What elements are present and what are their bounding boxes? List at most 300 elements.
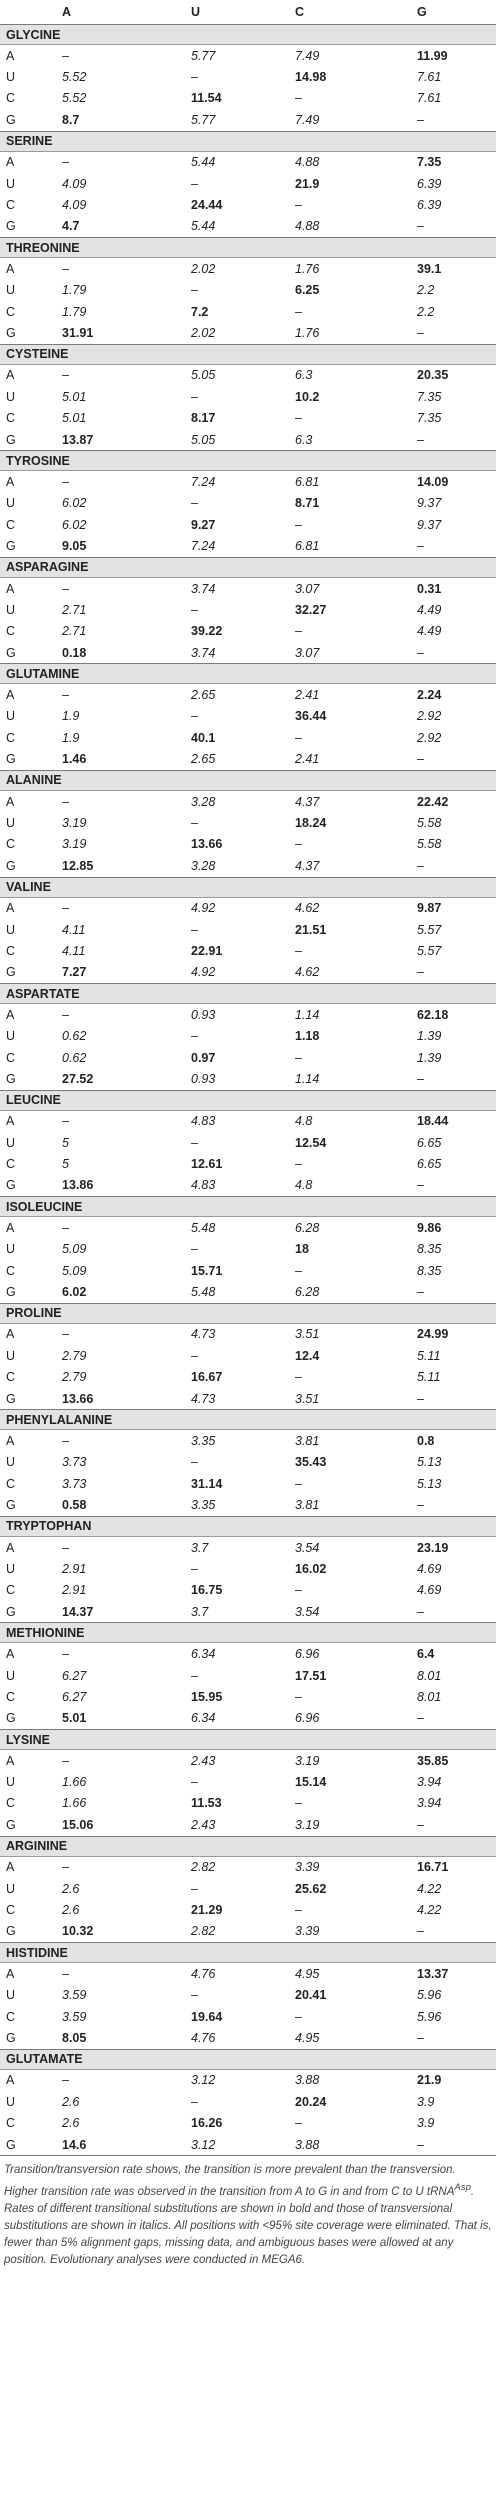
table-row (0, 1217, 496, 1239)
row-label: C (6, 2116, 16, 2131)
rate-cell: 3.28 (191, 794, 216, 809)
group-row (0, 1623, 496, 1643)
rate-cell: 8.01 (417, 1668, 442, 1683)
rate-cell: – (191, 283, 198, 298)
table-row (0, 1494, 496, 1516)
rate-cell: 3.19 (62, 837, 87, 852)
rate-cell: – (191, 70, 198, 85)
rate-cell: – (399, 1281, 496, 1303)
rate-cell: 5.77 (191, 48, 216, 63)
rate-cell: – (399, 216, 496, 238)
rate-cell: 2.92 (417, 730, 442, 745)
rate-cell: 0.62 (62, 1050, 87, 1065)
rate-cell: – (191, 1029, 198, 1044)
rate-cell: 8.05 (56, 2027, 181, 2049)
rate-cell: 14.37 (56, 1601, 181, 1623)
rate-cell: – (62, 261, 69, 276)
table-row (0, 2112, 496, 2133)
row-label: G (0, 2027, 56, 2049)
table-row (0, 1153, 496, 1174)
rate-cell: – (62, 1220, 69, 1235)
rate-cell: – (295, 198, 302, 213)
table-row (0, 2134, 496, 2156)
rate-cell: – (295, 91, 302, 106)
row-label: C (6, 411, 16, 426)
rate-cell: 5.52 (62, 70, 87, 85)
rate-cell: 7.49 (295, 48, 320, 63)
table-row (0, 1665, 496, 1686)
rate-cell: 9.86 (417, 1220, 442, 1235)
rate-cell: 3.54 (287, 1601, 399, 1623)
rate-cell: – (295, 1476, 302, 1491)
group-row (0, 557, 496, 577)
rate-cell: 4.37 (287, 855, 399, 877)
rate-cell: 1.76 (295, 261, 320, 276)
rate-cell: 2.91 (62, 1561, 87, 1576)
table-row (0, 2091, 496, 2112)
rate-cell: 1.66 (62, 1775, 87, 1790)
rate-cell: 3.12 (191, 2073, 216, 2088)
rate-cell: 6.39 (417, 176, 442, 191)
rate-cell: 4.76 (181, 2027, 287, 2049)
group-row (0, 877, 496, 897)
rate-cell: 5.11 (417, 1348, 441, 1363)
rate-cell: 3.19 (295, 1753, 320, 1768)
rate-cell: 2.65 (181, 749, 287, 771)
rate-cell: 31.91 (56, 322, 181, 344)
rate-cell: 11.99 (417, 48, 448, 63)
group-title: CYSTEINE (0, 344, 496, 364)
rate-cell: 27.52 (56, 1068, 181, 1090)
rate-cell: 3.73 (62, 1476, 87, 1491)
rate-cell: – (295, 943, 302, 958)
rate-cell: 7.61 (417, 91, 442, 106)
rate-cell: 8.17 (191, 411, 216, 426)
rate-cell: 9.27 (191, 517, 216, 532)
table-row (0, 1708, 496, 1730)
rate-cell: 1.46 (56, 749, 181, 771)
rate-cell: 4.09 (62, 176, 87, 191)
rate-cell: – (399, 1601, 496, 1623)
rate-cell: 3.28 (181, 855, 287, 877)
rate-cell: 24.99 (417, 1327, 449, 1342)
row-label: U (6, 389, 16, 404)
table-row (0, 514, 496, 535)
rate-cell: 6.3 (295, 368, 313, 383)
rate-cell: 5.13 (417, 1476, 442, 1491)
rate-cell: 5.13 (417, 1455, 442, 1470)
table-row (0, 749, 496, 771)
group-title: LYSINE (0, 1730, 496, 1750)
rate-cell: 20.41 (295, 1988, 327, 2003)
rate-cell: 4.11 (62, 922, 86, 937)
rate-cell: – (295, 2009, 302, 2024)
row-label: U (6, 922, 16, 937)
group-title: PROLINE (0, 1303, 496, 1323)
rate-cell: 7.35 (417, 155, 442, 170)
table-row (0, 1536, 496, 1558)
rate-cell: 7.35 (417, 389, 442, 404)
group-title: HISTIDINE (0, 1943, 496, 1963)
row-label: U (6, 1881, 16, 1896)
rate-cell: – (191, 1668, 198, 1683)
rate-cell: 4.83 (181, 1175, 287, 1197)
rate-cell: – (191, 1348, 198, 1363)
rate-cell: 3.88 (287, 2134, 399, 2156)
rate-cell: 4.22 (417, 1881, 442, 1896)
group-row (0, 1303, 496, 1323)
group-title: GLUTAMINE (0, 664, 496, 684)
rate-cell: – (399, 962, 496, 984)
rate-cell: 6.27 (62, 1668, 87, 1683)
rate-cell: 3.73 (62, 1455, 87, 1470)
rate-cell: 2.02 (191, 261, 216, 276)
group-row (0, 1516, 496, 1536)
rate-cell: – (295, 624, 302, 639)
rate-cell: 3.54 (295, 1540, 320, 1555)
rate-cell: 4.62 (287, 962, 399, 984)
row-label: A (6, 155, 15, 170)
rate-cell: 1.39 (417, 1050, 442, 1065)
table-row (0, 88, 496, 109)
rate-cell: 13.66 (191, 837, 223, 852)
table-row (0, 1686, 496, 1707)
rate-cell: 5.44 (191, 155, 216, 170)
rate-cell: 22.91 (191, 943, 223, 958)
rate-cell: – (62, 901, 69, 916)
row-label: A (6, 1114, 15, 1129)
row-label: A (6, 1540, 15, 1555)
rate-cell: 7.2 (191, 304, 209, 319)
rate-cell: – (399, 429, 496, 451)
rate-cell: 4.09 (62, 198, 87, 213)
rate-cell: – (62, 688, 69, 703)
rate-cell: – (191, 1881, 198, 1896)
rate-cell: 6.81 (287, 535, 399, 557)
rate-cell: 2.02 (181, 322, 287, 344)
table-footnote (0, 2156, 496, 2269)
rate-cell: – (191, 709, 198, 724)
rate-cell: 22.42 (417, 794, 449, 809)
rate-cell: 4.88 (295, 155, 320, 170)
table-row (0, 1601, 496, 1623)
group-row (0, 238, 496, 258)
rate-cell: 39.22 (191, 624, 223, 639)
table-row (0, 322, 496, 344)
rate-cell: – (399, 1921, 496, 1943)
rate-cell: – (62, 581, 69, 596)
group-row (0, 1410, 496, 1430)
header-cell-g: G (399, 0, 496, 25)
group-row (0, 1730, 496, 1750)
table-row (0, 1175, 496, 1197)
rate-cell: 2.6 (62, 1881, 80, 1896)
rate-cell: 3.19 (287, 1814, 399, 1836)
footnote-text: Transition/transversion rate shows, the transition is more prevalent than the transversion. Higher transition rate was observed in the transition from A to G in and from C to U tRNA (4, 2164, 456, 2199)
row-label: G (0, 1388, 56, 1410)
group-title: PHENYLALANINE (0, 1410, 496, 1430)
rate-cell: 4.76 (191, 1966, 216, 1981)
rate-cell: 4.49 (417, 602, 442, 617)
rate-cell: 21.9 (417, 2073, 442, 2088)
table-row (0, 727, 496, 748)
rate-cell: 3.59 (62, 1988, 87, 2003)
rate-cell: 1.14 (295, 1007, 320, 1022)
table-row (0, 1239, 496, 1260)
group-title: ASPARAGINE (0, 557, 496, 577)
table-row (0, 919, 496, 940)
rate-cell: 9.05 (56, 535, 181, 557)
rate-cell: 3.9 (417, 2094, 435, 2109)
row-label: G (0, 109, 56, 131)
rate-cell: 4.95 (295, 1966, 320, 1981)
rate-cell: – (62, 48, 69, 63)
group-title: GLYCINE (0, 25, 496, 45)
table-row (0, 45, 496, 67)
group-row (0, 344, 496, 364)
rate-cell: 16.71 (417, 1860, 449, 1875)
row-label: C (6, 1796, 16, 1811)
table-row (0, 1899, 496, 1920)
rate-cell: 39.1 (417, 261, 442, 276)
rate-cell: – (399, 1068, 496, 1090)
rate-cell: – (62, 2073, 69, 2088)
row-label: G (0, 1601, 56, 1623)
row-label: C (6, 1263, 16, 1278)
rate-cell: 4.92 (191, 901, 216, 916)
rate-cell: – (399, 749, 496, 771)
rate-cell: 15.06 (56, 1814, 181, 1836)
rate-cell: 6.25 (295, 283, 320, 298)
rate-cell: – (62, 1434, 69, 1448)
rate-cell: – (62, 155, 69, 170)
row-label: C (6, 1583, 16, 1598)
rate-cell: 2.6 (62, 2094, 80, 2109)
rate-cell: 6.02 (62, 517, 87, 532)
group-row (0, 131, 496, 151)
rate-cell: 5.77 (181, 109, 287, 131)
row-label: G (0, 749, 56, 771)
rate-cell: 3.39 (287, 1921, 399, 1943)
rate-cell: 16.26 (191, 2116, 223, 2131)
rate-cell: – (399, 109, 496, 131)
rate-cell: – (295, 411, 302, 426)
rate-cell: 2.79 (62, 1370, 87, 1385)
rate-cell: 3.94 (417, 1796, 442, 1811)
rate-cell: 15.14 (295, 1775, 327, 1790)
rate-cell: 6.65 (417, 1157, 442, 1172)
row-label: G (0, 2134, 56, 2156)
table-row (0, 790, 496, 812)
rate-cell: 0.58 (56, 1494, 181, 1516)
rate-cell: 20.35 (417, 368, 449, 383)
rate-cell: 15.95 (191, 1689, 223, 1704)
rate-cell: 0.8 (417, 1434, 435, 1448)
rate-cell: 4.7 (56, 216, 181, 238)
table-row (0, 1750, 496, 1772)
table-row (0, 812, 496, 833)
table-row (0, 1004, 496, 1026)
table-row (0, 1281, 496, 1303)
rate-cell: 2.79 (62, 1348, 87, 1363)
header-cell-u: U (181, 0, 287, 25)
table-row (0, 642, 496, 664)
rate-cell: 5.11 (417, 1370, 441, 1385)
rate-cell: 5.57 (417, 943, 442, 958)
rate-cell: – (62, 1753, 69, 1768)
row-label: C (6, 1689, 16, 1704)
rate-cell: 16.02 (295, 1561, 327, 1576)
rate-cell: 35.43 (295, 1455, 327, 1470)
row-label: A (6, 1753, 15, 1768)
rate-cell: 6.34 (191, 1647, 216, 1662)
row-label: A (6, 1434, 15, 1448)
rate-cell: 5.09 (62, 1263, 87, 1278)
row-label: C (6, 517, 16, 532)
rate-cell: 16.67 (191, 1370, 223, 1385)
rate-cell: 9.37 (417, 496, 442, 511)
rate-cell: 3.94 (417, 1775, 442, 1790)
row-label: C (6, 1903, 16, 1918)
row-label: A (6, 2073, 15, 2088)
rate-cell: 3.9 (417, 2116, 435, 2131)
rate-cell: 1.39 (417, 1029, 442, 1044)
rate-cell: – (62, 1860, 69, 1875)
rate-cell: – (399, 535, 496, 557)
rate-cell: – (62, 1114, 69, 1129)
table-row (0, 1132, 496, 1153)
rate-cell: 62.18 (417, 1007, 449, 1022)
rate-cell: 3.51 (287, 1388, 399, 1410)
rate-cell: 2.2 (417, 283, 435, 298)
rate-cell: 6.96 (295, 1647, 320, 1662)
rate-cell: 4.92 (181, 962, 287, 984)
row-label: U (6, 1988, 16, 2003)
rate-cell: – (295, 1903, 302, 1918)
rate-cell: 6.3 (287, 429, 399, 451)
row-label: A (6, 901, 15, 916)
rate-cell: – (399, 1708, 496, 1730)
rate-cell: 2.41 (295, 688, 320, 703)
row-label: U (6, 1348, 16, 1363)
rate-cell: – (399, 642, 496, 664)
rate-cell: – (295, 1370, 302, 1385)
row-label: G (0, 642, 56, 664)
rate-cell: 4.62 (295, 901, 320, 916)
row-label: U (6, 496, 16, 511)
rate-cell: 10.32 (56, 1921, 181, 1943)
rate-cell: 0.93 (191, 1007, 216, 1022)
rate-cell: 5.01 (56, 1708, 181, 1730)
rate-cell: – (62, 474, 69, 489)
rate-cell: – (62, 1647, 69, 1662)
table-row (0, 258, 496, 280)
rate-cell: 6.34 (181, 1708, 287, 1730)
group-row (0, 451, 496, 471)
rate-cell: 3.59 (62, 2009, 87, 2024)
row-label: G (0, 216, 56, 238)
rate-cell: – (295, 1583, 302, 1598)
rate-cell: 1.18 (295, 1029, 320, 1044)
rate-cell: 6.39 (417, 198, 442, 213)
rate-cell: – (62, 1327, 69, 1342)
row-label: U (6, 816, 16, 831)
rate-cell: 3.39 (295, 1860, 320, 1875)
group-title: ASPARTATE (0, 984, 496, 1004)
rate-cell: 3.74 (181, 642, 287, 664)
rate-cell: – (295, 517, 302, 532)
rate-cell: 5.05 (181, 429, 287, 451)
row-label: C (6, 1370, 16, 1385)
rate-cell: 3.19 (62, 816, 87, 831)
rate-cell: 4.22 (417, 1903, 442, 1918)
table-row (0, 1793, 496, 1814)
rate-cell: 1.79 (62, 304, 87, 319)
rate-cell: – (399, 1494, 496, 1516)
row-label: G (0, 322, 56, 344)
rate-cell: 20.24 (295, 2094, 327, 2109)
rate-cell: 4.83 (191, 1114, 216, 1129)
rate-cell: 4.73 (181, 1388, 287, 1410)
table-row (0, 2006, 496, 2027)
table-row (0, 855, 496, 877)
table-row (0, 1323, 496, 1345)
rate-cell: 3.35 (181, 1494, 287, 1516)
rate-cell: 8.35 (417, 1263, 442, 1278)
rate-cell: 13.87 (56, 429, 181, 451)
row-label: U (6, 1029, 16, 1044)
rate-cell: 0.93 (181, 1068, 287, 1090)
row-label: U (6, 1135, 16, 1150)
rate-cell: 0.18 (56, 642, 181, 664)
rate-cell: 3.12 (181, 2134, 287, 2156)
rate-cell: 4.69 (417, 1561, 442, 1576)
table-row (0, 1452, 496, 1473)
table-row (0, 2027, 496, 2049)
rate-cell: 0.31 (417, 581, 442, 596)
rate-cell: 6.96 (287, 1708, 399, 1730)
row-label: U (6, 70, 16, 85)
rate-cell: 2.65 (191, 688, 216, 703)
row-label: G (0, 962, 56, 984)
footnote-superscript: Asp (454, 2182, 471, 2194)
row-label: G (0, 535, 56, 557)
rate-cell: – (191, 922, 198, 937)
row-label: G (0, 1281, 56, 1303)
rate-cell: 23.19 (417, 1540, 449, 1555)
rate-cell: 2.82 (191, 1860, 216, 1875)
row-label: A (6, 1966, 15, 1981)
rate-cell: – (62, 1540, 69, 1555)
rate-cell: 2.2 (417, 304, 435, 319)
rate-cell: – (295, 1263, 302, 1278)
table-row (0, 1025, 496, 1046)
rate-cell: 5.09 (62, 1242, 87, 1257)
row-label: C (6, 304, 16, 319)
row-label: G (0, 1708, 56, 1730)
rate-cell: 3.07 (295, 581, 320, 596)
rate-cell: 4.37 (295, 794, 320, 809)
rate-cell: 4.11 (62, 943, 86, 958)
rate-cell: 13.37 (417, 1966, 449, 1981)
table-row (0, 599, 496, 620)
row-label: G (0, 429, 56, 451)
rate-cell: 12.54 (295, 1135, 327, 1150)
table-row (0, 194, 496, 215)
table-row (0, 1963, 496, 1985)
rate-cell: 5.44 (181, 216, 287, 238)
group-row (0, 1943, 496, 1963)
